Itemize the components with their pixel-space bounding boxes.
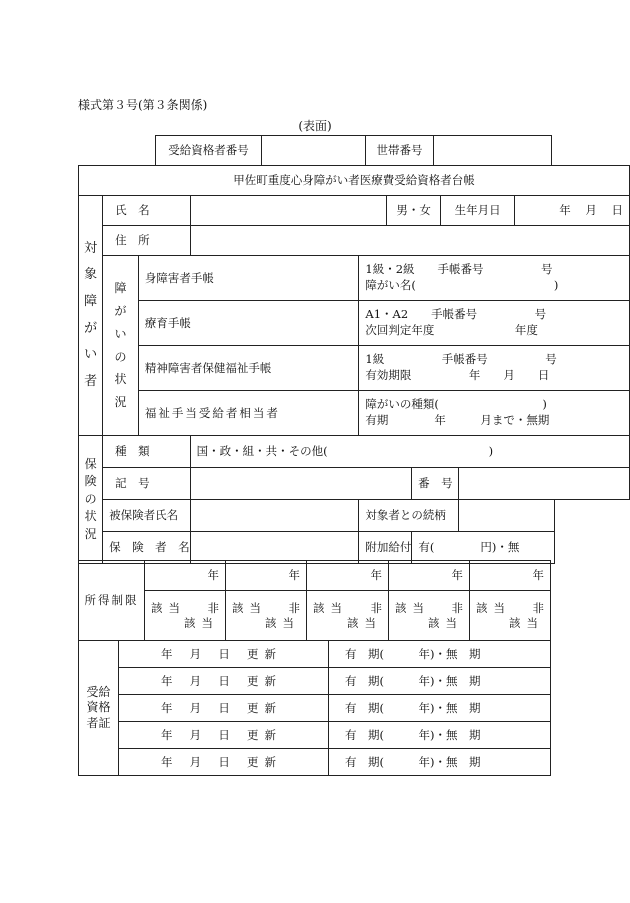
reference-numbers-table — [155, 135, 552, 166]
validity-1[interactable]: 有 期( 年)・無 期 — [329, 641, 551, 668]
income-year-3[interactable]: 年 — [307, 561, 389, 591]
physical-certificate-label: 身障害者手帳 — [138, 256, 358, 301]
birth-date-field[interactable] — [515, 196, 630, 226]
income-status-5[interactable]: 該当 非 該当 — [470, 591, 551, 641]
income-status-4[interactable]: 該当 非 該当 — [389, 591, 470, 641]
income-year-5[interactable]: 年 — [470, 561, 551, 591]
insured-name-label: 被保険者氏名 — [103, 500, 191, 532]
insurance-type-label: 種 類 — [103, 436, 191, 468]
renewal-date-2[interactable]: 年 月 日 更新 — [119, 668, 329, 695]
validity-3[interactable]: 有 期( 年)・無 期 — [329, 695, 551, 722]
insurance-mark-field[interactable] — [190, 468, 412, 500]
rehabilitation-certificate-label: 療育手帳 — [138, 301, 358, 346]
income-year-4[interactable]: 年 — [389, 561, 470, 591]
renewal-date-3[interactable]: 年 月 日 更新 — [119, 695, 329, 722]
address-label: 住 所 — [103, 226, 191, 256]
birth-day-unit: 日 — [611, 203, 623, 218]
rehabilitation-certificate-details[interactable]: A1・A2 手帳番号 号 次回判定年度 年度 — [359, 301, 630, 346]
welfare-allowance-details[interactable]: 障がいの種類( ) 有期 年 月まで・無期 — [359, 391, 630, 436]
welfare-allowance-label: 福祉手当受給者相当者 — [138, 391, 358, 436]
address-field[interactable] — [190, 226, 629, 256]
insurer-name-field[interactable] — [190, 532, 359, 564]
sex-selector[interactable]: 男・女 — [387, 196, 441, 226]
form-title: 甲佐町重度心身障がい者医療費受給資格者台帳 — [79, 166, 630, 196]
household-number-field[interactable] — [434, 136, 552, 166]
insurance-number-label: 番 号 — [412, 468, 459, 500]
income-status-3[interactable]: 該当 非 該当 — [307, 591, 389, 641]
subject-section-label: 対象障がい者 — [79, 196, 103, 436]
insurance-section-label: 保険の状況 — [79, 436, 103, 564]
household-number-label: 世帯番号 — [366, 136, 434, 166]
register-form — [78, 165, 630, 564]
additional-benefit-selector[interactable]: 有( 円)・無 — [412, 532, 554, 564]
validity-5[interactable]: 有 期( 年)・無 期 — [329, 749, 551, 776]
income-year-2[interactable]: 年 — [226, 561, 307, 591]
relationship-field[interactable] — [459, 500, 554, 532]
certificate-section-label: 受給資格者証 — [79, 641, 119, 776]
birth-year-unit: 年 — [559, 203, 571, 218]
physical-certificate-details[interactable]: 1級・2級 手帳番号 号 障がい名( ) — [359, 256, 630, 301]
validity-2[interactable]: 有 期( 年)・無 期 — [329, 668, 551, 695]
insured-name-field[interactable] — [190, 500, 359, 532]
disability-status-label: 障がいの状況 — [103, 256, 139, 436]
mental-health-certificate-label: 精神障害者保健福祉手帳 — [138, 346, 358, 391]
income-limit-table — [78, 560, 551, 641]
form-reference: 様式第３号(第３条関係) — [78, 98, 208, 112]
additional-benefit-label: 附加給付 — [359, 532, 412, 564]
income-limit-label: 所得制限 — [79, 561, 145, 641]
recipient-number-label: 受給資格者番号 — [156, 136, 262, 166]
side-label: (表面) — [298, 119, 332, 133]
mental-health-certificate-details[interactable]: 1級 手帳番号 号 有効期限 年 月 日 — [359, 346, 630, 391]
validity-4[interactable]: 有 期( 年)・無 期 — [329, 722, 551, 749]
insurance-type-selector[interactable]: 国・政・組・共・その他( ) — [190, 436, 629, 468]
relationship-label: 対象者との続柄 — [359, 500, 459, 532]
birth-date-label: 生年月日 — [441, 196, 515, 226]
recipient-number-field[interactable] — [262, 136, 366, 166]
birth-month-unit: 月 — [585, 203, 597, 218]
income-year-1[interactable]: 年 — [145, 561, 226, 591]
income-status-2[interactable]: 該当 非 該当 — [226, 591, 307, 641]
income-status-1[interactable]: 該当 非 該当 — [145, 591, 226, 641]
certificate-table — [78, 640, 551, 776]
name-label: 氏 名 — [103, 196, 191, 226]
renewal-date-1[interactable]: 年 月 日 更新 — [119, 641, 329, 668]
insurer-name-label: 保 険 者 名 — [103, 532, 191, 564]
renewal-date-4[interactable]: 年 月 日 更新 — [119, 722, 329, 749]
insurance-number-field[interactable] — [459, 468, 630, 500]
name-field[interactable] — [190, 196, 387, 226]
renewal-date-5[interactable]: 年 月 日 更新 — [119, 749, 329, 776]
insurance-mark-label: 記 号 — [103, 468, 191, 500]
